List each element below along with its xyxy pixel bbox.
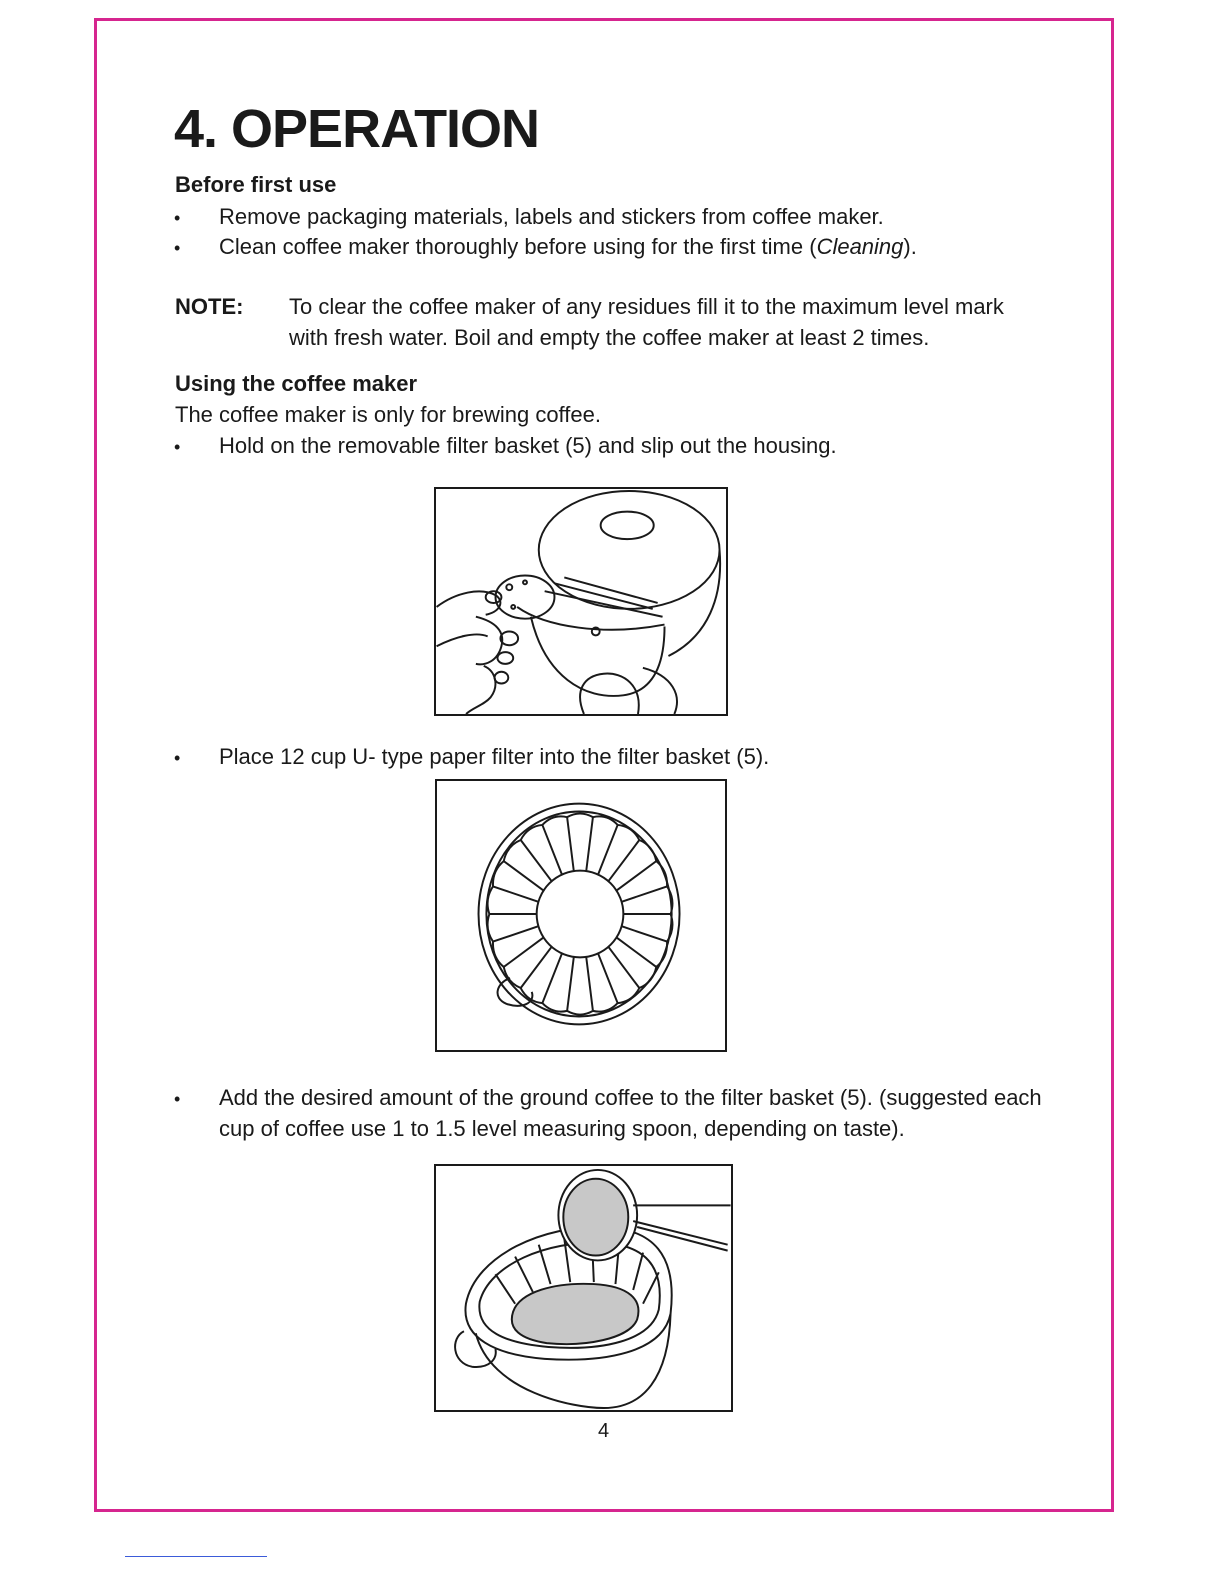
before-first-use-item-1: Remove packaging materials, labels and stickers from coffee maker.	[219, 204, 884, 229]
step-3-text-line-2: cup of coffee use 1 to 1.5 level measuring spoon, depending on taste).	[219, 1116, 905, 1141]
figure-add-ground-coffee	[434, 1164, 733, 1412]
note-line-1: To clear the coffee maker of any residues fill it to the maximum level mark	[289, 294, 1004, 319]
step-2-text: Place 12 cup U- type paper filter into the filter basket (5).	[219, 744, 770, 769]
bullet-marker: •	[174, 208, 181, 228]
figure-paper-filter	[435, 779, 727, 1052]
before-first-use-item-2: Clean coffee maker thoroughly before using for the first time (Cleaning).	[219, 234, 917, 259]
cleaning-reference: Cleaning	[816, 234, 904, 259]
bullet-marker: •	[174, 1089, 181, 1109]
step-3-text-line-1: Add the desired amount of the ground coffee to the filter basket (5). (suggested each	[219, 1085, 1042, 1110]
step-1-text: Hold on the removable filter basket (5) and slip out the housing.	[219, 433, 837, 458]
before-first-use-heading: Before first use	[175, 172, 337, 197]
figure-remove-filter-basket	[434, 487, 728, 716]
using-heading: Using the coffee maker	[175, 371, 418, 396]
bullet-marker: •	[174, 748, 181, 768]
page-number: 4	[598, 1420, 610, 1442]
bullet-marker: •	[174, 238, 181, 258]
using-intro: The coffee maker is only for brewing coffee.	[175, 402, 601, 427]
section-title: 4. OPERATION	[174, 99, 540, 159]
footer-rule	[125, 1556, 267, 1557]
note-label: NOTE:	[175, 294, 244, 319]
filter-pleats	[488, 813, 673, 1014]
note-line-2: with fresh water. Boil and empty the coffee maker at least 2 times.	[289, 325, 930, 350]
bullet-marker: •	[174, 437, 181, 457]
